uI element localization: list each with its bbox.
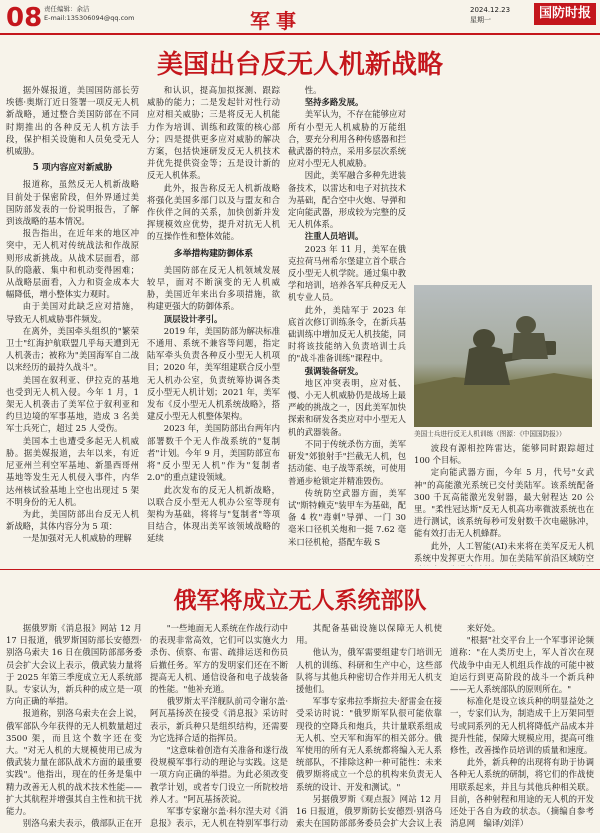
subheading: 5 项内容应对新威胁 [32,163,113,174]
paragraph: 此外，报告称反无人机新战略将强化美国多部门以及与盟友和合作伙伴之间的关系，加快创新并发挥规模效应优势，提升对抗无人机的互操作性和整体效能。 [147,182,280,242]
paragraph: 在离外，美国牵头组织的"繁荣卫士"红海护航联盟几乎每天遭到无人机袭击；被称为"美国海军自二战以来经历的最持久战斗"。 [6,325,139,373]
issue-date: 2024.12.23 [470,6,511,14]
page-number: 08 [6,3,43,33]
article1-column-2 [147,84,280,566]
paragraph: 传统防空武器方面，美军试"斯特赖克"装甲车为基础，配备 4 枚"毒刺"导弹、一门 30 毫米口径机关炮和一挺 7.62 毫米口径机枪，搭配车载 S [288,487,406,547]
paragraph: 报告指出，在近年来的地区冲突中，无人机对传统战法和作战原则形成新挑战。从战术层面看，部队的隐蔽、集中和机动变得困难；从战略层面看，入力和资金成本大幅降低，增小整体实力观时。 [6,228,139,300]
paragraph: 军事专家弗拉季斯拉夫·舒雷金在接受采访时说："俄罗斯军队很可能依靠现役的空降兵和炮兵，共计量联系组成无人机、空天军和海军的相关部分。俄军使用的所有无人系统都将编入无人系统部队，不排除这种一种可能性：未来俄罗斯将成立一个总的机构来负责无人系统的设计、开发和测试。" [296,696,442,792]
article2-column-1 [6,622,142,830]
editor-info [44,5,135,23]
paragraph: 另据俄罗斯《观点报》网站 12 月 16 日报道，俄罗斯防长安德烈·别洛乌索夫在国防部部务委员会扩大会议上表 [296,793,442,829]
paragraph: 和认识，提高加拟探测、跟踪威胁的能力；二是发起针对性行动应对相关威胁；三是将反无人机能力作为培训、训练和政策的核心部分；四是提供更多应对威胁的解决方案，包括快速研发反无人机技术并优先提供资金等；五是设计新的反无人机体系。 [147,85,280,181]
issue-weekday: 星期一 [470,16,491,24]
paragraph: 2023 年，美国防部出台两年内部署数千个无人作战系统的"复制者"计划。今年 9 月，美国防部宣布将"反小型无人机"作为"复制者 2.0"的重点建设领域。 [147,423,280,483]
article2-column-2 [150,622,288,830]
paragraph: 此外，美陆军于 2023 年底首次修订训练条令，在新兵基础训练中增加反无人机技能，同时将该技能纳入负责培训士兵的"战斗准备训练"课程中。 [288,304,406,364]
paragraph: 此次发布的反无人机新战略，以联合反小型无人机办公室等现有架构为基础，将将与"复制者"等项目结合，体现出美军该领域战略的延续 [147,484,280,544]
masthead-logo: 国防时报 [534,3,596,25]
article-divider [0,569,600,570]
article1-column-1 [6,84,139,566]
paragraph: 波段有源相控阵雷达，能够同时跟踪超过 100 个目标。 [414,443,594,466]
article2-column-3 [296,622,442,830]
subheading: 强调装备研发。 [304,365,364,376]
article2-column-4 [450,622,594,830]
paragraph: 2023 年 11 月，美军在俄克拉荷马州希尔堡建立首个联合反小型无人机学院。通过集中教学和培训，培养各军兵种反无人机专业人员。 [288,243,406,303]
paragraph: 美国本土也遭受多起无人机威胁。据美媒报道，去年以来，有近尼亚州兰利空军基地、新墨西哥州基地等发生无人机侵入事件，内华达州核试验基地上空也出现过 5 架不明身份的无人机。 [6,435,139,507]
section-title: 军事 [250,9,302,33]
subheading: 坚持多路发展。 [304,97,364,108]
editor-email: E-mail:135306094@qq.com [44,14,135,22]
paragraph: 不同于传统杀伤方面，美军研发"郊狼射手"拦截无人机，包括动能、电子战等系统，可使用普通步枪锁定并精准毁伤。 [288,438,406,486]
paragraph: 此外，人工智能(AI)未来将在美军反无人机系统中发挥更大作用。加在美陆军前沿区域防空 [414,540,594,563]
article1-column-4 [414,442,594,566]
subheading: 多举措构建防御体系 [173,248,254,259]
paragraph: 为此，美国防部出台反无人机新战略，其体内容分为 5 项： [6,508,139,532]
paragraph: 美军认为，不存在能够应对所有小型无人机威胁的万能组合，要充分利用各种传感器和拦截武器的特点，采用多层次系统应对小型无人机威胁。 [288,109,406,169]
paragraph: 据外媒报道，美国国防部长劳埃德·奥斯汀近日签署一项反无人机新战略，通过整合美国防部在不同时期推出的各种反无人机方法手段，保护相关设施和人员免受无人机威胁。 [6,85,139,157]
subheading: 顶层设计孝引。 [163,313,223,324]
editor-name: 责任编辑：余洁 [44,5,90,13]
article1-column-3 [288,84,406,566]
paragraph: "一些地面无人系统在作战行动中的表现非常高效，它们可以实施火力杀伤、侦察、布雷、疏排运送和伤员后撤任务。军方的发明家们还在不断提高无人机、通信设备和电子战装备的性能。"他补充道。 [150,623,288,695]
article1-title: 美国出台反无人机新战略 [156,50,443,80]
date-box [470,5,510,25]
paragraph: 性。 [304,85,322,95]
paragraph: 因此，美军融合多种先进装备技术，以雷达和电子对抗技术为基础，配合空中火炮、导弹和定向能武器，形成较为完整的反无人机体系。 [288,170,406,230]
paragraph: 美国在叙利亚、伊拉克的基地也受到无人机入侵。今年 1 月，1 架无人机袭击了美军位于叙利亚和约旦边境的军事基地，造成 3 名美军士兵死亡，超过 25 人受伤。 [6,374,139,434]
article2-title: 俄军将成立无人系统部队 [173,588,427,614]
soldier-training-photo [414,285,592,427]
paragraph: 来好处。 [466,623,501,633]
paragraph: 俄罗斯太平洋舰队前司令谢尔盖·阿瓦基扬茨在接受《消息报》采访时表示，新兵种只是组织结构，还需要为它选择合适的指挥员。 [150,696,288,743]
paragraph: 由于美国对此缺乏应对措施，导致无人机威胁事件频发。 [6,301,139,324]
paragraph: 别洛乌索夫表示，俄部队正在开 [22,818,142,829]
paragraph: 定向能武器方面，今年 5 月，代号"女武神"的高能激光系统已交付美陆军。该系统配备 300 千瓦高能激光发射器，最大射程达 20 公里。"柔性冠达斯"反无人机高功率微波系统也在进行测试，该系统每秒可发射数千次电磁脉冲，能有效打击无人机蜂群。 [414,467,594,539]
paragraph: 据俄罗斯《消息报》网站 12 月 17 日报道，俄罗斯国防部长安德烈·别洛乌索夫 16 日在俄国防部部务委员会扩大会议上表示，俄武装力量将于 2025 年第三季度成立无人系统部队。专家认为，新兵种的成立是一项方向正确的举措。 [6,623,142,707]
paragraph: 一是加强对无人机威胁的理解 [22,533,132,544]
paragraph: 地区冲突表明，应对低、慢、小无人机威胁仍是战场上最严峻的挑战之一，因此美军加快探索和研发各类应对中小型无人机的武器装备。 [288,377,406,437]
paragraph: 军事专家谢尔盖·科尔涅夫对《消息报》表示，无人机在特别军事行动 [150,806,288,829]
paragraph: 他认为，俄军需要组建专门培训无人机的训练、科研和生产中心，这些部队将与其他兵种密切合作并用无人机支援他们。 [296,647,442,695]
paragraph: 其配备基础设施以保障无人机使用。 [296,623,442,646]
paragraph: 美国防部在反无人机领域发展较早，面对不断演变的无人机威胁，美国近年来出台多项措施，欲构建更强大的防御体系。 [147,264,280,312]
photo-caption: 美国士兵进行反无人机训练（图源：《中国国防报》） [414,430,566,438]
paragraph: 报道称，别洛乌索夫在会上说，俄军部队今年获得的无人机数量超过 3500 架，而且这个数字还在变大。"对无人机的大规模使用已成为俄武装力量在部队战术方面的最重要实践"。他指出，现在的任务是集中精力改善无人机的战术技术性能——扩大其航程并增强其自主性和抗干扰能力。 [6,708,142,817]
paragraph: 标准化是设立该兵种的明显益处之一，专家们认为，制造成千上万架同型号或同系列的无人机将降低产品成本并提升性能，保障大规模应用，提高可维修性，改善操作员培训的质量和速度。 [450,696,594,756]
paragraph: "这意味着创造有关准备和遂行战役规模军事行动的理论与实践。这是一项方向正确的举措。为此必须改变教学计划，或者专门设立一所院校培养人才。"阿瓦基扬茨说。 [150,745,288,804]
paragraph: 此外，新兵种的出现将有助于协调各种无人系统的研制，将它们的作战使用联系起来，并且与其他兵种相关联。目前，各种射程和用途的无人机的开发还处于各自为政的状态。（摘编自参考消息网 编译/刘洋） [450,757,594,829]
soldier-silhouette-image [414,285,592,427]
paragraph: "根据"社交平台上一个军事评论频道称："在人类历史上，军人首次在现代战争中由无人机组兵作战的可能中被迫运行到更高阶段的战斗一个新兵种——无人系统部队的原则所在。" [450,635,594,695]
paragraph: 报道称，虽然反无人机新战略目前处于保密阶段，但外界通过美国防部发表的一份说明报告，了解到该战略的基本情况。 [6,179,139,227]
subheading: 注重人员培训。 [304,231,364,242]
paragraph: 2019 年，美国防部为解决标准不通用、系统不兼容等问题，指定陆军牵头负责各种反小型无人机项目；2020 年，美军组建联合反小型无人机办公室，负责统筹协调各类反小型无人机计划；2021 年，美军发布《反小型无人机系统战略》，搭建反小型无人机整体架构。 [147,325,280,422]
